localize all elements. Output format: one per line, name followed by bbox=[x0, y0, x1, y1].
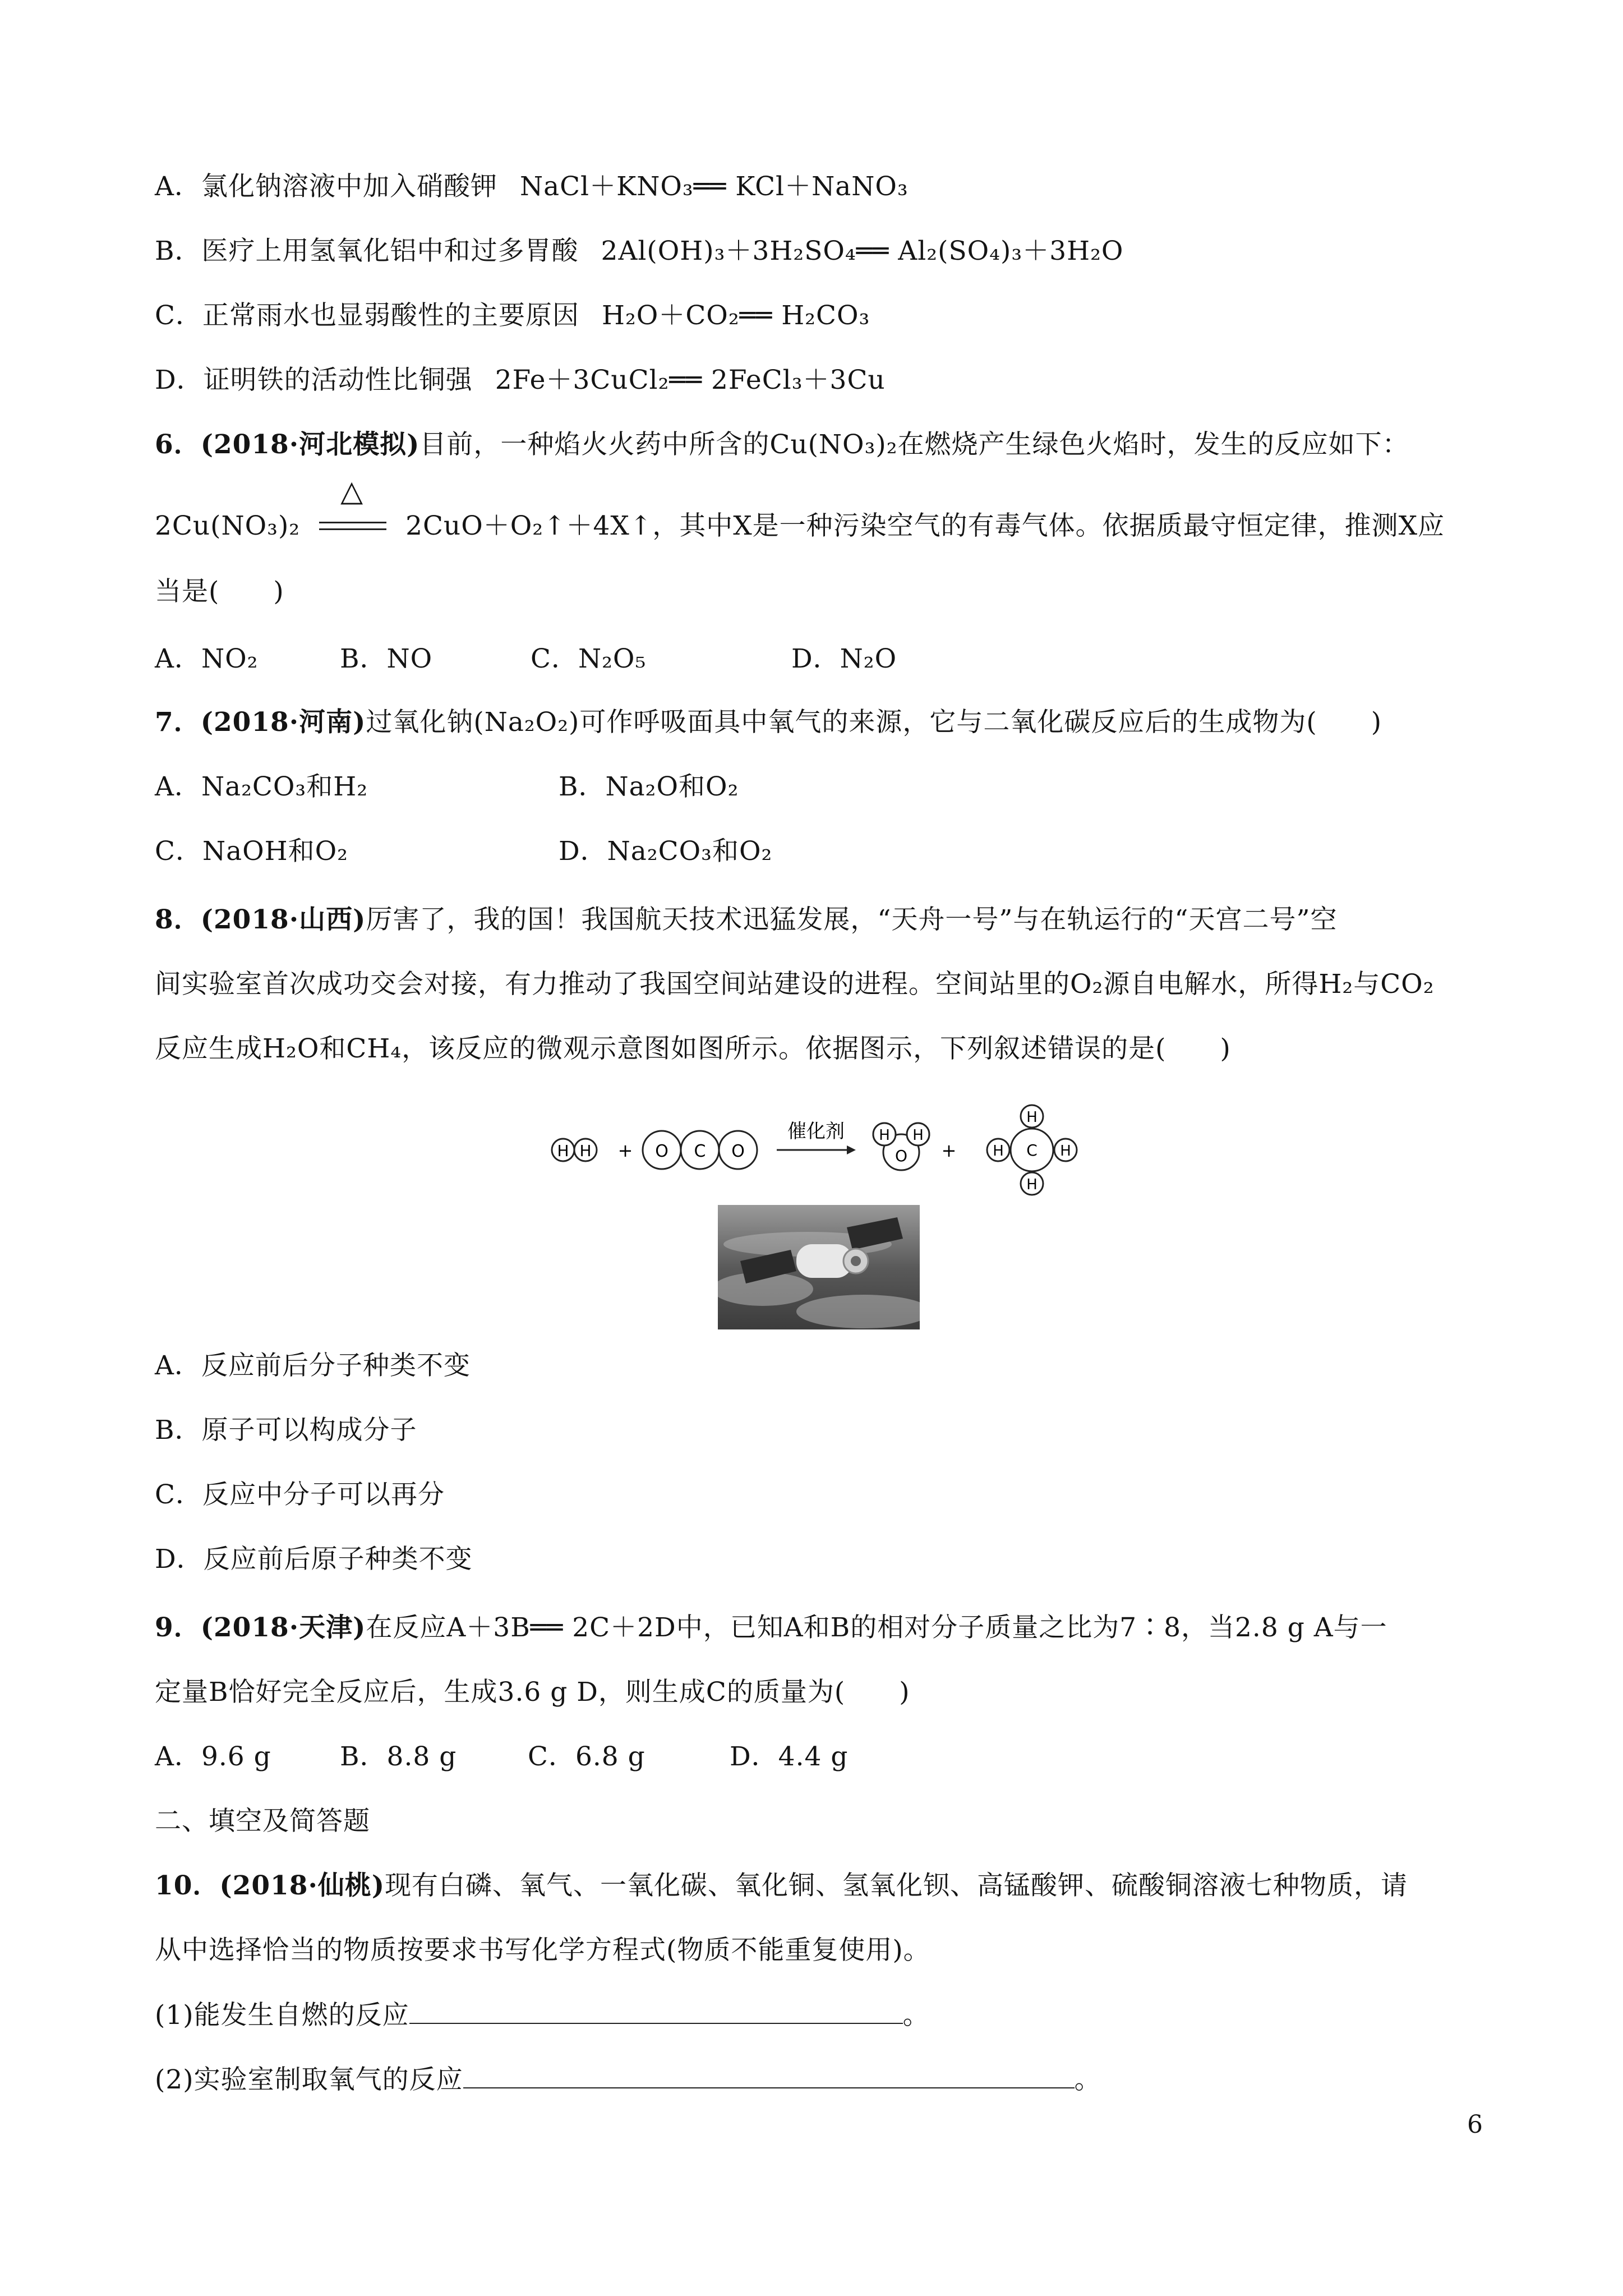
reaction-arrow bbox=[777, 1120, 856, 1154]
option-b: B．NO bbox=[340, 643, 433, 674]
q8-stem bbox=[155, 903, 1337, 937]
question-text: 从中选择恰当的物质按要求书写化学方程式(物质不能重复使用)。 bbox=[155, 1935, 930, 1966]
question-source: (2018·仙桃) bbox=[219, 1870, 385, 1901]
q9-stem-2 bbox=[155, 1676, 910, 1709]
q5-option-c bbox=[155, 299, 870, 333]
question-text: 间实验室首次成功交会对接，有力推动了我国空间站建设的进程。空间站里的O₂源自电解水，所得H₂与CO₂ bbox=[155, 969, 1435, 1000]
option-d: D．Na₂CO₃和O₂ bbox=[559, 836, 773, 867]
q7-stem bbox=[155, 706, 1382, 739]
h-atom-label: H bbox=[1026, 1176, 1038, 1193]
q6-stem-end bbox=[155, 575, 284, 609]
option-equation: 2Al(OH)₃＋3H₂SO₄══ Al₂(SO₄)₃＋3H₂O bbox=[601, 236, 1124, 266]
q6-stem bbox=[155, 428, 1409, 462]
q7-options-row1 bbox=[155, 770, 1108, 804]
option-c: C．6.8 g bbox=[528, 1741, 645, 1772]
option-b: B．8.8 g bbox=[340, 1741, 457, 1772]
q8-option-a bbox=[155, 1349, 471, 1383]
question-text: 反应生成H₂O和CH₄，该反应的微观示意图如图所示。依据图示，下列叙述错误的是( ) bbox=[155, 1033, 1231, 1064]
option-equation: NaCl＋KNO₃══ KCl＋NaNO₃ bbox=[519, 171, 909, 202]
ch4-molecule bbox=[987, 1105, 1077, 1195]
section-title: 二、填空及简答题 bbox=[155, 1806, 370, 1837]
page-number: 6 bbox=[1467, 2110, 1483, 2139]
option-b: B．原子可以构成分子 bbox=[155, 1415, 417, 1446]
q7-options-row2 bbox=[155, 835, 1108, 868]
section-heading bbox=[155, 1805, 370, 1838]
q8-stem-2 bbox=[155, 968, 1435, 1001]
o-atom-label: O bbox=[731, 1142, 745, 1161]
option-a: A．反应前后分子种类不变 bbox=[155, 1350, 471, 1381]
q8-option-c bbox=[155, 1478, 445, 1512]
q9-stem bbox=[155, 1611, 1387, 1645]
question-text: 定量B恰好完全反应后，生成3.6 g D，则生成C的质量为( ) bbox=[155, 1677, 910, 1708]
option-c: C．N₂O₅ bbox=[531, 643, 647, 674]
h-atom-label: H bbox=[1026, 1109, 1038, 1126]
question-source: (2018·河南) bbox=[200, 707, 366, 738]
question-number: 7． bbox=[155, 707, 201, 738]
q5-option-b bbox=[155, 234, 1123, 268]
q6-options bbox=[155, 642, 1108, 676]
equation-right: 2CuO＋O₂↑＋4X↑，其中X是一种污染空气的有毒气体。依据质最守恒定律，推测X应 bbox=[405, 510, 1445, 541]
option-d: D．4.4 g bbox=[730, 1741, 849, 1772]
option-c: C．反应中分子可以再分 bbox=[155, 1479, 445, 1510]
h2-molecule bbox=[552, 1139, 597, 1161]
option-d: D．反应前后原子种类不变 bbox=[155, 1544, 473, 1575]
q6-equation bbox=[155, 475, 1445, 543]
question-number: 8． bbox=[155, 904, 201, 935]
q10-stem bbox=[155, 1869, 1408, 1903]
q10-sub2 bbox=[155, 2063, 1101, 2097]
option-a: A．9.6 g bbox=[155, 1741, 271, 1772]
o-atom-label: O bbox=[895, 1147, 908, 1165]
plus-sign: + bbox=[941, 1140, 957, 1161]
h-atom-label: H bbox=[993, 1143, 1004, 1159]
q8-stem-3 bbox=[155, 1032, 1231, 1066]
c-atom-label: C bbox=[1026, 1141, 1038, 1159]
question-text: 目前，一种焰火火药中所含的Cu(NO₃)₂在燃烧产生绿色火焰时，发生的反应如下： bbox=[419, 429, 1409, 460]
question-number: 6． bbox=[155, 429, 201, 460]
answer-blank[interactable] bbox=[463, 2063, 1075, 2088]
triangle-icon: △ bbox=[340, 475, 364, 508]
answer-blank[interactable] bbox=[409, 1998, 903, 2024]
q10-stem-2 bbox=[155, 1934, 930, 1967]
option-a: A．NO₂ bbox=[155, 643, 259, 674]
q9-options bbox=[155, 1740, 1108, 1774]
o-atom-label: O bbox=[655, 1142, 668, 1161]
period: 。 bbox=[902, 2000, 930, 2031]
h-atom-label: H bbox=[879, 1127, 890, 1144]
option-equation: 2Fe＋3CuCl₂══ 2FeCl₃＋3Cu bbox=[495, 365, 886, 395]
question-text: 在反应A＋3B══ 2C＋2D中，已知A和B的相对分子质量之比为7∶8，当2.8 g A与一 bbox=[366, 1612, 1387, 1643]
question-source: (2018·山西) bbox=[200, 904, 366, 935]
option-label: B．医疗上用氢氧化铝中和过多胃酸 bbox=[155, 236, 579, 266]
option-label: C．正常雨水也显弱酸性的主要原因 bbox=[155, 300, 579, 331]
question-source: (2018·天津) bbox=[200, 1612, 366, 1643]
h-atom-label: H bbox=[557, 1142, 569, 1160]
question-text: 厉害了，我的国！我国航天技术迅猛发展，“天舟一号”与在轨运行的“天宫二号”空 bbox=[366, 904, 1338, 935]
plus-sign: + bbox=[617, 1140, 633, 1161]
c-atom-label: C bbox=[694, 1142, 706, 1161]
q8-option-b bbox=[155, 1414, 417, 1447]
q5-option-d bbox=[155, 364, 886, 397]
h-atom-label: H bbox=[912, 1127, 924, 1144]
question-number: 10． bbox=[155, 1870, 220, 1901]
question-text: 当是( ) bbox=[155, 576, 284, 607]
co2-molecule bbox=[643, 1131, 757, 1169]
q5-option-a bbox=[155, 170, 909, 204]
h-atom-label: H bbox=[1060, 1143, 1071, 1159]
h-atom-label: H bbox=[579, 1142, 592, 1160]
question-source: (2018·河北模拟) bbox=[200, 429, 420, 460]
option-d: D．N₂O bbox=[791, 643, 897, 674]
question-text: 现有白磷、氧气、一氧化碳、氧化铜、氢氧化钡、高锰酸钾、硫酸铜溶液七种物质，请 bbox=[385, 1870, 1408, 1901]
option-label: D．证明铁的活动性比铜强 bbox=[155, 365, 473, 395]
q8-option-d bbox=[155, 1543, 473, 1576]
q10-sub1 bbox=[155, 1998, 930, 2032]
sub-question-label: (1)能发生自燃的反应 bbox=[155, 2000, 409, 2031]
option-c: C．NaOH和O₂ bbox=[155, 836, 348, 867]
option-a: A．Na₂CO₃和H₂ bbox=[155, 771, 368, 802]
sub-question-label: (2)实验室制取氧气的反应 bbox=[155, 2064, 463, 2095]
question-number: 9． bbox=[155, 1612, 201, 1643]
period: 。 bbox=[1074, 2064, 1101, 2095]
equation-left: 2Cu(NO₃)₂ bbox=[155, 510, 301, 541]
option-label: A．氯化钠溶液中加入硝酸钾 bbox=[155, 171, 497, 202]
option-b: B．Na₂O和O₂ bbox=[559, 771, 739, 802]
h2o-molecule bbox=[873, 1123, 929, 1170]
space-station-photo bbox=[718, 1205, 920, 1329]
question-text: 过氧化钠(Na₂O₂)可作呼吸面具中氧气的来源，它与二氧化碳反应后的生成物为( ) bbox=[366, 707, 1382, 738]
option-equation: H₂O＋CO₂══ H₂CO₃ bbox=[601, 300, 870, 331]
catalyst-label: 催化剂 bbox=[787, 1120, 845, 1143]
heating-condition bbox=[319, 475, 386, 543]
